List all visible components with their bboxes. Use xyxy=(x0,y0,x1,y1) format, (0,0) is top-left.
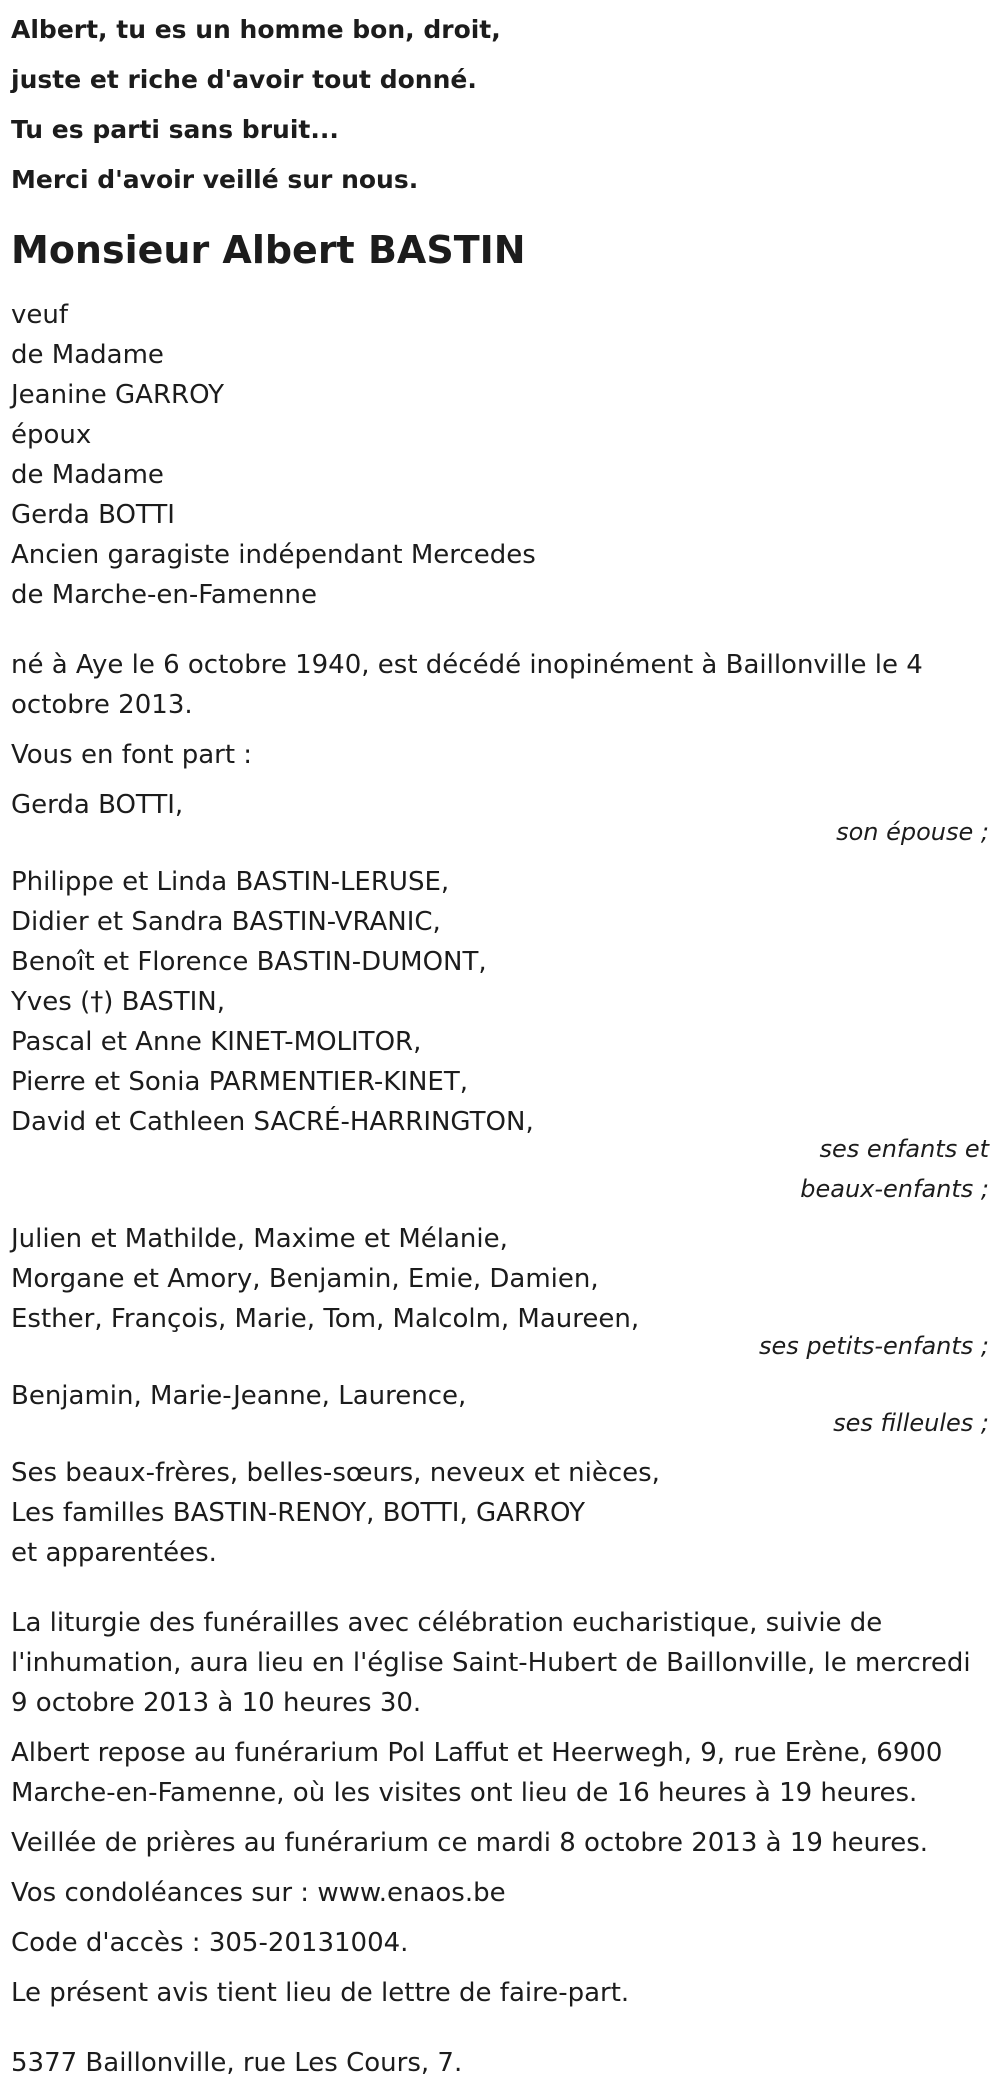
status-line: époux xyxy=(11,420,92,450)
address-text: 5377 Baillonville, rue Les Cours, 7. xyxy=(11,2048,463,2078)
notice-text: Le présent avis tient lieu de lettre de faire-part. xyxy=(11,1978,630,2008)
status-line: veuf xyxy=(11,300,69,330)
relation-label: ses petits-enfants ; xyxy=(758,1332,989,1360)
relation-label: ses enfants et xyxy=(819,1135,989,1163)
poem-line: Tu es parti sans bruit... xyxy=(11,115,339,144)
vigil-text: Veillée de prières au funérarium ce mardi 8 octobre 2013 à 19 heures. xyxy=(11,1828,929,1858)
family-name: David et Cathleen SACRÉ-HARRINGTON, xyxy=(11,1107,534,1137)
extended-family-line: et apparentées. xyxy=(11,1538,217,1568)
extended-family-line: Les familles BASTIN-RENOY, BOTTI, GARROY xyxy=(11,1498,585,1528)
poem-line: Merci d'avoir veillé sur nous. xyxy=(11,165,419,194)
birth-death-text: né à Aye le 6 octobre 1940, est décédé inopinément à Baillonville le 4 octobre 2013. xyxy=(11,650,923,720)
family-group-grandchildren xyxy=(11,1219,989,1366)
poem-line: Albert, tu es un homme bon, droit, xyxy=(11,15,501,44)
family-group-spouse xyxy=(11,785,989,852)
extended-family-line: Ses beaux-frères, belles-sœurs, neveux et nièces, xyxy=(11,1458,660,1488)
family-name: Pierre et Sonia PARMENTIER-KINET, xyxy=(11,1067,468,1097)
access-code-text: Code d'accès : 305-20131004. xyxy=(11,1928,409,1958)
condolences-text: Vos condoléances sur : www.enaos.be xyxy=(11,1878,506,1908)
family-name: Benoît et Florence BASTIN-DUMONT, xyxy=(11,947,487,977)
family-name: Esther, François, Marie, Tom, Malcolm, Maureen, xyxy=(11,1304,640,1334)
status-line: de Marche-en-Famenne xyxy=(11,580,318,610)
family-name: Yves (†) BASTIN, xyxy=(11,987,226,1017)
liturgy-text: La liturgie des funérailles avec célébration eucharistique, suivie de l'inhumation, aura lieu en l'église Saint-Hubert de Baillonville, le mercredi 9 octobre 2013 à 10 heures 30. xyxy=(11,1608,971,1718)
status-line: Gerda BOTTI xyxy=(11,500,175,530)
family-name: Didier et Sandra BASTIN-VRANIC, xyxy=(11,907,441,937)
extended-family xyxy=(11,1453,989,1573)
family-group-goddaughters xyxy=(11,1376,989,1443)
poem-line: juste et riche d'avoir tout donné. xyxy=(11,65,477,94)
family-name: Morgane et Amory, Benjamin, Emie, Damien, xyxy=(11,1264,599,1294)
status-line: Jeanine GARROY xyxy=(11,380,225,410)
status-line: de Madame xyxy=(11,460,164,490)
marital-status xyxy=(11,295,989,615)
announce-text: Vous en font part : xyxy=(11,740,253,770)
relation-label: beaux-enfants ; xyxy=(800,1175,989,1203)
status-line: de Madame xyxy=(11,340,164,370)
family-name: Gerda BOTTI, xyxy=(11,790,184,820)
funeral-home-text: Albert repose au funérarium Pol Laffut et Heerwegh, 9, rue Erène, 6900 Marche-en-Famenne, où les visites ont lieu de 16 heures à 19 heures. xyxy=(11,1738,943,1808)
family-group-children xyxy=(11,862,989,1209)
relation-label: son épouse ; xyxy=(836,818,989,846)
family-name: Julien et Mathilde, Maxime et Mélanie, xyxy=(11,1224,508,1254)
poem xyxy=(11,5,989,205)
family-name: Philippe et Linda BASTIN-LERUSE, xyxy=(11,867,450,897)
family-name: Benjamin, Marie-Jeanne, Laurence, xyxy=(11,1381,467,1411)
deceased-name: Monsieur Albert BASTIN xyxy=(11,228,526,272)
family-name: Pascal et Anne KINET-MOLITOR, xyxy=(11,1027,422,1057)
status-line: Ancien garagiste indépendant Mercedes xyxy=(11,540,536,570)
obituary-notice xyxy=(11,0,989,2083)
relation-label: ses filleules ; xyxy=(833,1409,989,1437)
